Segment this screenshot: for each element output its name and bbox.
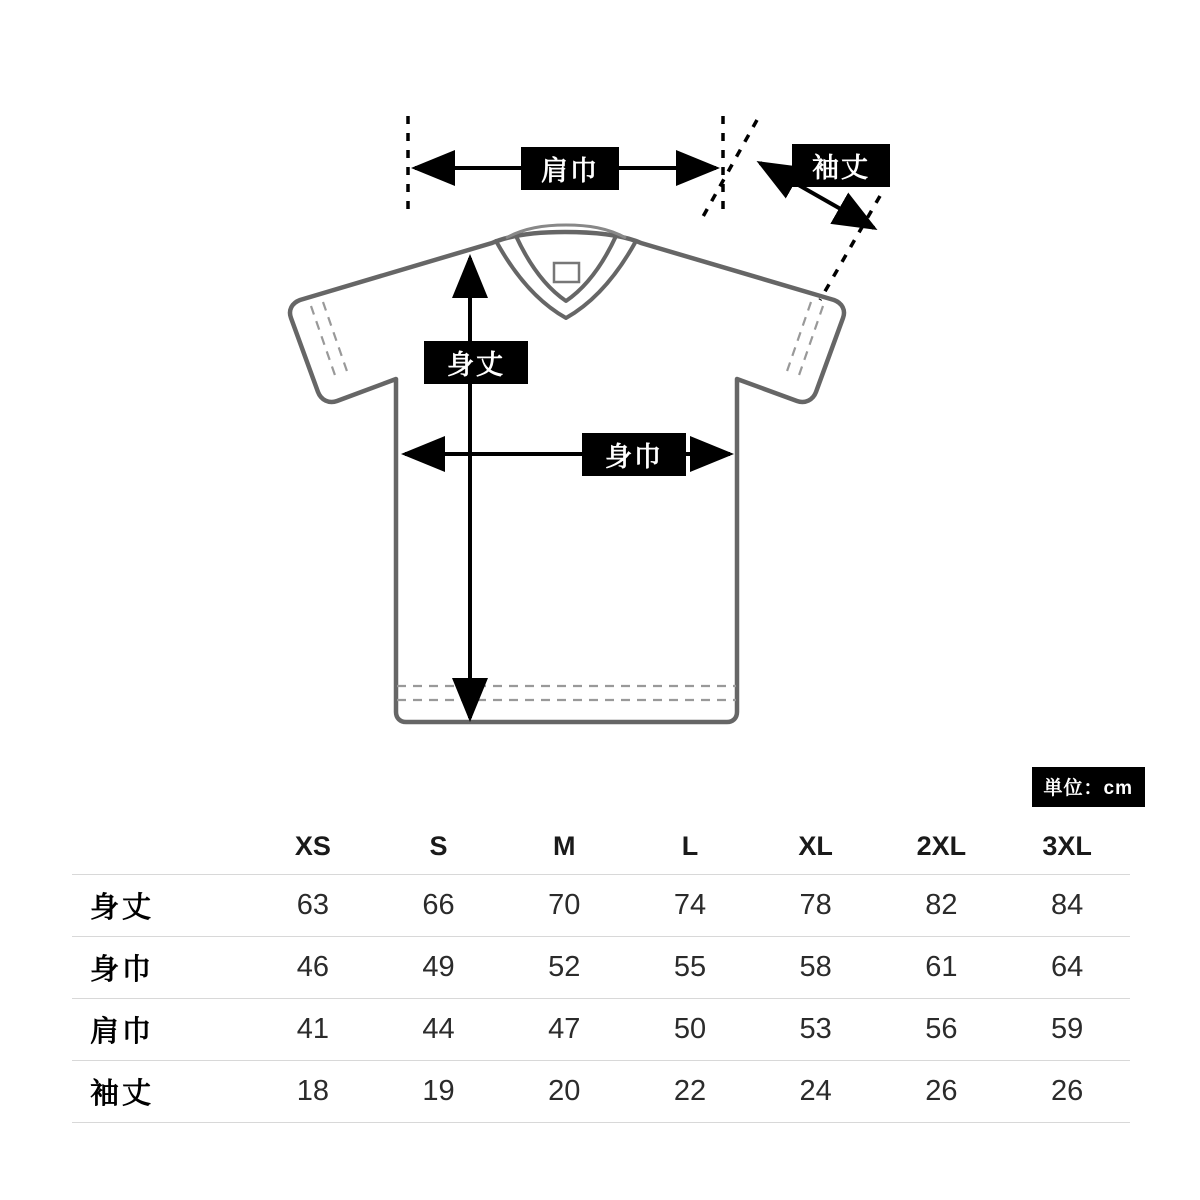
cell-value: 47 [501,999,627,1061]
cell-value: 49 [376,937,502,999]
row-header-shoulder-width: 肩巾 [72,999,250,1061]
cell-value: 70 [501,875,627,937]
table-header-row [72,818,1130,875]
column-header-size: 3XL [1004,818,1130,875]
column-header-size: XS [250,818,376,875]
table-row [72,999,1130,1061]
table-row [72,1061,1130,1123]
cell-value: 22 [627,1061,753,1123]
cell-value: 20 [501,1061,627,1123]
cell-value: 56 [879,999,1005,1061]
column-header-size: S [376,818,502,875]
row-header-sleeve-length: 袖丈 [72,1061,250,1123]
column-header-size: M [501,818,627,875]
cell-value: 61 [879,937,1005,999]
table-corner-cell [72,818,250,875]
collar-tag [554,263,579,282]
cell-value: 58 [753,937,879,999]
cell-value: 26 [1004,1061,1130,1123]
cell-value: 50 [627,999,753,1061]
cell-value: 53 [753,999,879,1061]
cell-value: 78 [753,875,879,937]
column-header-size: 2XL [879,818,1005,875]
column-header-size: L [627,818,753,875]
cell-value: 46 [250,937,376,999]
size-table-body [72,875,1130,1123]
cell-value: 18 [250,1061,376,1123]
cell-value: 24 [753,1061,879,1123]
cell-value: 74 [627,875,753,937]
cell-value: 52 [501,937,627,999]
table-row [72,937,1130,999]
cell-value: 59 [1004,999,1130,1061]
tshirt-outline [290,232,844,722]
cell-value: 84 [1004,875,1130,937]
column-header-size: XL [753,818,879,875]
size-table-head [72,818,1130,875]
cell-value: 82 [879,875,1005,937]
cell-value: 41 [250,999,376,1061]
label-sleeve-length: 袖丈 [792,144,890,187]
row-header-body-width: 身巾 [72,937,250,999]
label-shoulder-width: 肩巾 [521,147,619,190]
unit-badge: 単位：cm [1032,767,1145,807]
cell-value: 64 [1004,937,1130,999]
cell-value: 44 [376,999,502,1061]
row-header-body-length: 身丈 [72,875,250,937]
table-row [72,875,1130,937]
cell-value: 19 [376,1061,502,1123]
cell-value: 26 [879,1061,1005,1123]
size-table-container [72,818,1130,1123]
cell-value: 63 [250,875,376,937]
cell-value: 66 [376,875,502,937]
size-table [72,818,1130,1123]
label-body-width: 身巾 [582,433,686,476]
label-body-length: 身丈 [424,341,528,384]
cell-value: 55 [627,937,753,999]
